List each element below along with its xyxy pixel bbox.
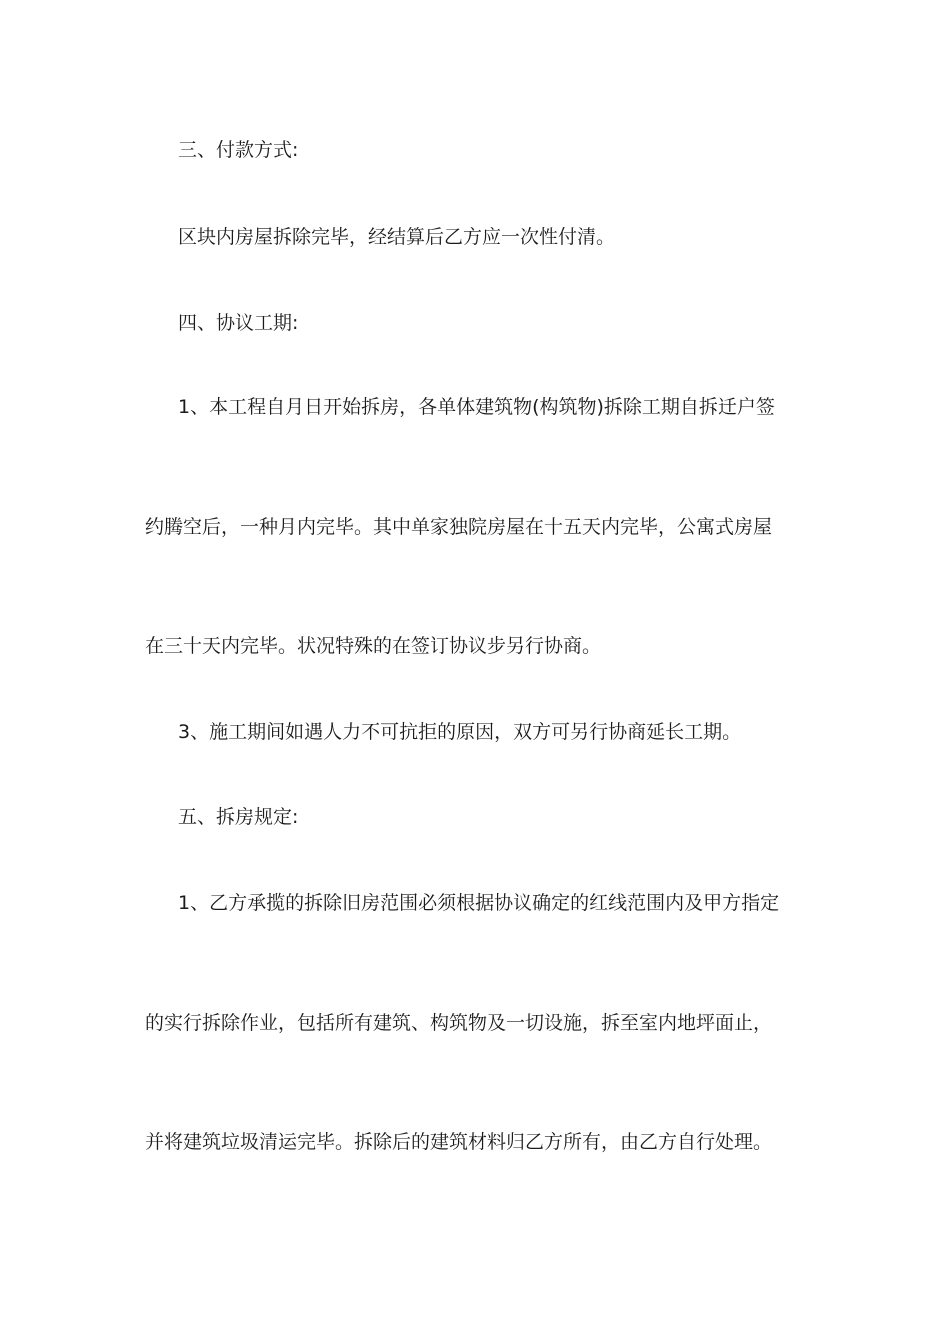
- paragraph-payment: 区块内房屋拆除完毕，经结算后乙方应一次性付清。: [178, 226, 616, 248]
- section-heading-demolition: 五、拆房规定:: [178, 806, 299, 828]
- paragraph-demolition-line-2: 的实行拆除作业，包括所有建筑、构筑物及一切设施，拆至室内地坪面止，: [145, 1012, 773, 1034]
- paragraph-schedule-line-2: 约腾空后，一种月内完毕。其中单家独院房屋在十五天内完毕，公寓式房屋: [145, 516, 773, 538]
- section-heading-payment: 三、付款方式:: [178, 139, 299, 161]
- paragraph-schedule-extension: 3、施工期间如遇人力不可抗拒的原因，双方可另行协商延长工期。: [178, 721, 742, 743]
- section-heading-schedule: 四、协议工期:: [178, 312, 299, 334]
- paragraph-demolition-line-3: 并将建筑垃圾清运完毕。拆除后的建筑材料归乙方所有，由乙方自行处理。: [145, 1131, 773, 1153]
- paragraph-schedule-line-3: 在三十天内完毕。状况特殊的在签订协议步另行协商。: [145, 635, 602, 657]
- paragraph-schedule-line-1: 1、本工程自月日开始拆房，各单体建筑物(构筑物)拆除工期自拆迁户签: [178, 396, 775, 418]
- paragraph-demolition-line-1: 1、乙方承揽的拆除旧房范围必须根据协议确定的红线范围内及甲方指定: [178, 892, 780, 914]
